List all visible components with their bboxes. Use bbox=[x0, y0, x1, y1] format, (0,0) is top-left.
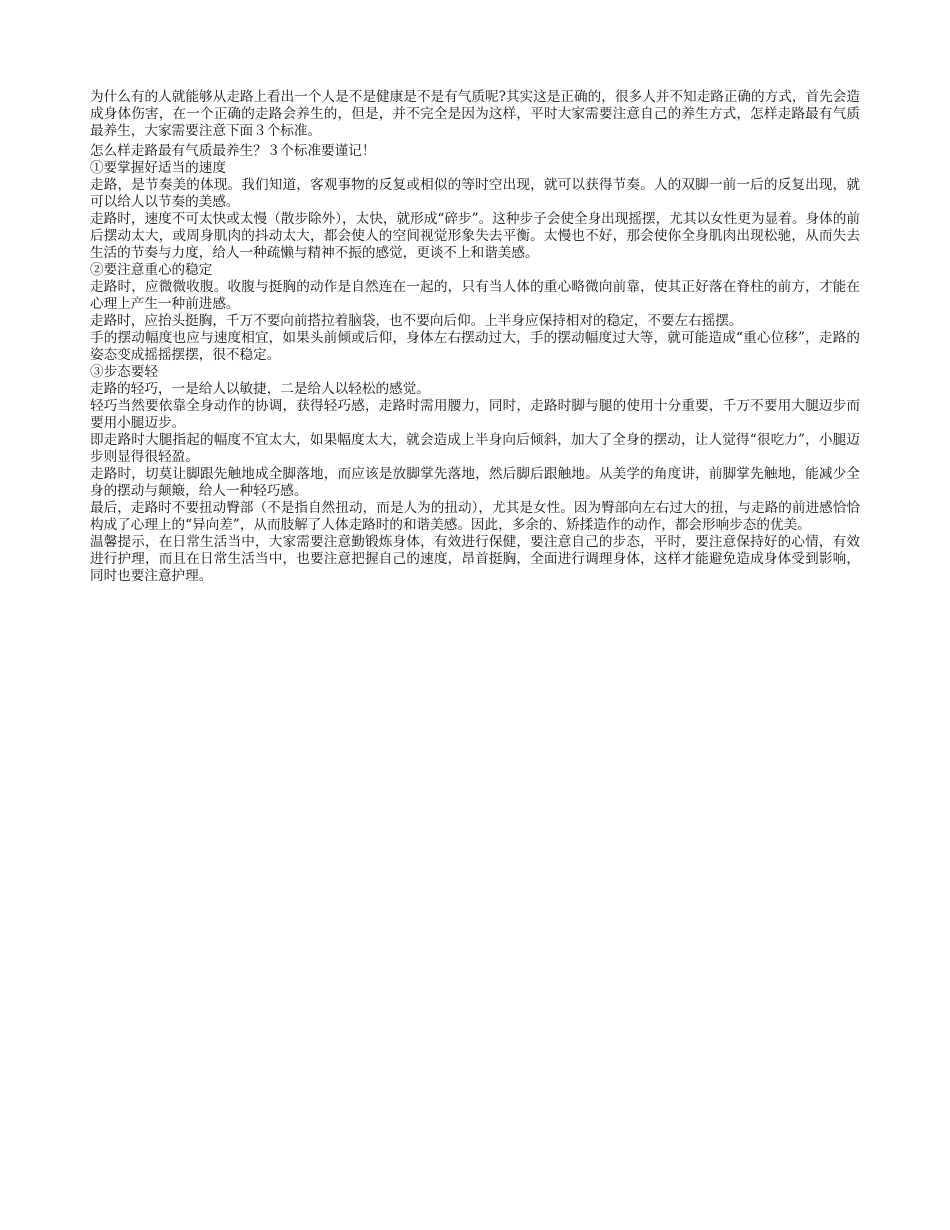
paragraph: 最后，走路时不要扭动臀部（不是指自然扭动，而是人为的扭动），尤其是女性。因为臀部向左右过大的扭，与走路的前进感恰恰构成了心理上的“异向差”，从而肢解了人体走路时的和谐美感。因此，多余的、矫揉造作的动作，都会形响步态的优美。 bbox=[90, 500, 860, 533]
paragraph: 走路时，切莫让脚跟先触地成全脚落地，而应该是放脚掌先落地，然后脚后跟触地。从美学的角度讲，前脚掌先触地，能减少全身的摆动与颠簸，给人一种轻巧感。 bbox=[90, 466, 860, 499]
section-heading-light-steps: ③步态要轻 bbox=[90, 364, 158, 380]
article-body bbox=[90, 89, 860, 585]
paragraph: 走路时，应微微收腹。收腹与挺胸的动作是自然连在一起的，只有当人体的重心略微向前靠，使其正好落在脊柱的前方，才能在心理上产生一种前进感。 bbox=[90, 279, 860, 312]
paragraph: 即走路时大腿指起的幅度不宜太大，如果幅度太大，就会造成上半身向后倾斜，加大了全身的摆动，让人觉得“很吃力”，小腿迈步则显得很轻盈。 bbox=[90, 432, 860, 465]
paragraph: 轻巧当然要依靠全身动作的协调，获得轻巧感，走路时需用腰力，同时，走路时脚与腿的使用十分重要，千万不要用大腿迈步而要用小腿迈步。 bbox=[90, 398, 860, 431]
paragraph: 手的摆动幅度也应与速度相宜，如果头前倾或后仰，身体左右摆动过大，手的摆动幅度过大等，就可能造成“重心位移”，走路的姿态变成摇摇摆摆，很不稳定。 bbox=[90, 330, 860, 363]
tip-paragraph: 温馨提示，在日常生活当中，大家需要注意勤锻炼身体，有效进行保健，要注意自己的步态，平时，要注意保持好的心情，有效进行护理，而且在日常生活当中，也要注意把握自己的速度，昂首挺胸，全面进行调理身体，这样才能避免造成身体受到影响，同时也要注意护理。 bbox=[90, 534, 860, 584]
paragraph: 走路时，速度不可太快或太慢（散步除外），太快，就形成“碎步”。这种步子会使全身出现摇摆，尤其以女性更为显着。身体的前后摆动太大，或周身肌肉的抖动太大，都会使人的空间视觉形象失去平衡。太慢也不好，那会使你全身肌肉出现松驰，从而失去生活的节奏与力度，给人一种疏懒与精神不振的感觉，更谈不上和谐美感。 bbox=[90, 211, 860, 261]
section-heading-speed: ①要掌握好适当的速度 bbox=[90, 160, 226, 176]
article-subtitle: 怎么样走路最有气质最养生？３个标准要谨记！ bbox=[90, 143, 376, 159]
paragraph: 走路的轻巧，一是给人以敏捷，二是给人以轻松的感觉。 bbox=[90, 381, 430, 397]
paragraph: 走路时，应抬头挺胸，千万不要向前搭拉着脑袋，也不要向后仰。上半身应保持相对的稳定，不要左右摇摆。 bbox=[90, 313, 743, 329]
paragraph: 走路，是节奏美的体现。我们知道，客观事物的反复或相似的等时空出现，就可以获得节奏。人的双脚一前一后的反复出现，就可以给人以节奏的美感。 bbox=[90, 177, 860, 210]
section-heading-balance: ②要注意重心的稳定 bbox=[90, 262, 213, 278]
intro-paragraph: 为什么有的人就能够从走路上看出一个人是不是健康是不是有气质呢?其实这是正确的，很多人并不知走路正确的方式，首先会造成身体伤害，在一个正确的走路会养生的，但是，并不完全是因为这样，平时大家需要注意自己的养生方式，怎样走路最有气质最养生，大家需要注意下面３个标准。 bbox=[90, 89, 860, 139]
